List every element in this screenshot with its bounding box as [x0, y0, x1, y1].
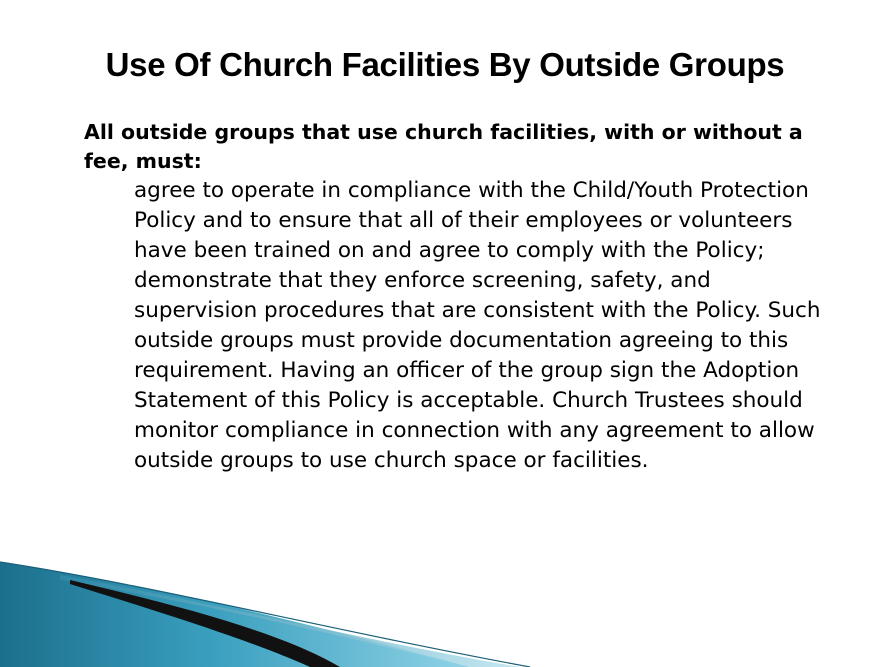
- slide-title: Use Of Church Facilities By Outside Groups: [105, 46, 785, 83]
- policy-detail-text: agree to operate in compliance with the Child/Youth Protection Policy and to ensure that all of their employees or volunteers have been trained on and agree to comply with the Policy; demonstrate that they enforce screening, safety, and supervision procedures that are consistent with the Policy. Such outside groups must provide documentation agreeing to this requirement. Having an officer of the group sign the Adoption Statement of this Policy is acceptable. Church Trustees should monitor compliance in connection with any agreement to allow outside groups to use church space or facilities.: [134, 178, 821, 473]
- intro-text: All outside groups that use church facilities, with or without a fee, must:: [84, 120, 803, 173]
